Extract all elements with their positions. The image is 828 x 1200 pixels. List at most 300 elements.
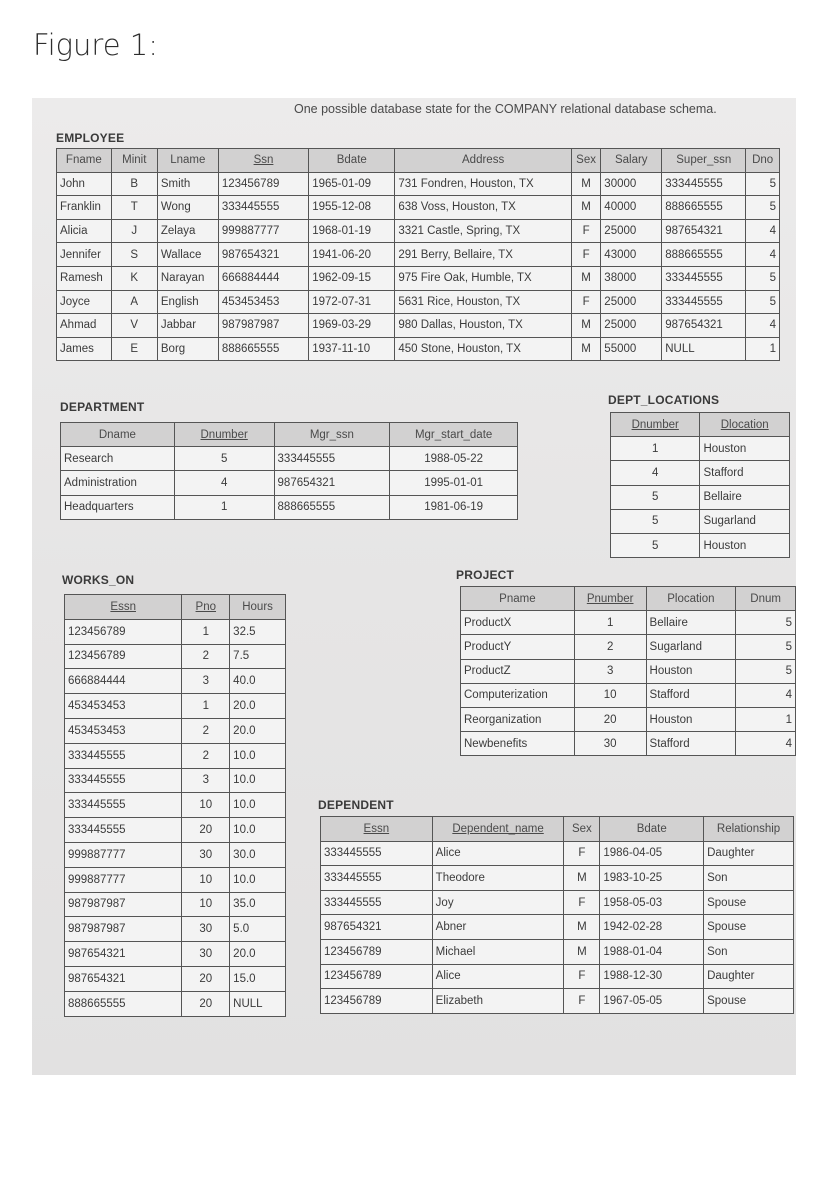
- table-cell: 5: [746, 172, 780, 196]
- dependent-table: [320, 816, 794, 1014]
- column-header: Sex: [564, 817, 600, 842]
- table-row: [321, 964, 794, 989]
- table-cell: 888665555: [662, 243, 746, 267]
- table-cell: Jennifer: [57, 243, 112, 267]
- table-cell: Jabbar: [157, 314, 218, 338]
- table-cell: 333445555: [65, 793, 182, 818]
- table-cell: Houston: [700, 533, 790, 557]
- table-row: [65, 768, 286, 793]
- table-cell: Joyce: [57, 290, 112, 314]
- table-cell: Son: [704, 866, 794, 891]
- table-cell: F: [564, 964, 600, 989]
- column-header: Super_ssn: [662, 149, 746, 173]
- table-cell: 1969-03-29: [309, 314, 395, 338]
- table-cell: Sugarland: [700, 509, 790, 533]
- table-row: [461, 732, 796, 756]
- table-cell: Alicia: [57, 219, 112, 243]
- table-cell: 731 Fondren, Houston, TX: [395, 172, 572, 196]
- table-cell: 888665555: [662, 196, 746, 220]
- works-on-title: WORKS_ON: [62, 573, 135, 587]
- table-cell: 30.0: [230, 842, 286, 867]
- works-on-table: [64, 594, 286, 1017]
- table-cell: A: [111, 290, 157, 314]
- table-row: [65, 942, 286, 967]
- table-cell: B: [111, 172, 157, 196]
- table-cell: 123456789: [321, 964, 433, 989]
- table-cell: ProductX: [461, 611, 575, 635]
- table-cell: Alice: [432, 841, 564, 866]
- table-cell: 987654321: [65, 942, 182, 967]
- table-cell: Wong: [157, 196, 218, 220]
- table-cell: S: [111, 243, 157, 267]
- table-cell: Smith: [157, 172, 218, 196]
- table-cell: 35.0: [230, 892, 286, 917]
- table-row: [65, 644, 286, 669]
- figure-title: Figure 1:: [33, 28, 158, 62]
- table-cell: 5631 Rice, Houston, TX: [395, 290, 572, 314]
- department-table: [60, 422, 518, 520]
- column-header: Lname: [157, 149, 218, 173]
- table-cell: James: [57, 337, 112, 361]
- table-cell: 1972-07-31: [309, 290, 395, 314]
- table-row: [611, 509, 790, 533]
- table-cell: 1962-09-15: [309, 266, 395, 290]
- table-cell: M: [571, 172, 600, 196]
- table-row: [461, 683, 796, 707]
- table-cell: 20.0: [230, 694, 286, 719]
- column-header: Fname: [57, 149, 112, 173]
- table-cell: Houston: [646, 707, 736, 731]
- table-row: [611, 485, 790, 509]
- table-row: [57, 266, 780, 290]
- table-cell: 123456789: [321, 989, 433, 1014]
- table-cell: 333445555: [662, 172, 746, 196]
- schema-photo: [32, 98, 796, 1075]
- table-cell: 1967-05-05: [600, 989, 704, 1014]
- department-title: DEPARTMENT: [60, 400, 145, 414]
- column-header: Ssn: [218, 149, 308, 173]
- table-row: [65, 966, 286, 991]
- table-cell: 3: [574, 659, 646, 683]
- table-cell: 10.0: [230, 768, 286, 793]
- table-cell: Son: [704, 939, 794, 964]
- table-cell: Abner: [432, 915, 564, 940]
- column-header: Essn: [321, 817, 433, 842]
- table-row: [57, 290, 780, 314]
- project-title: PROJECT: [456, 568, 515, 582]
- table-cell: 30: [574, 732, 646, 756]
- table-cell: M: [571, 196, 600, 220]
- column-header: Pno: [182, 595, 230, 620]
- table-cell: 1968-01-19: [309, 219, 395, 243]
- table-row: [61, 471, 518, 495]
- table-cell: 1: [736, 707, 796, 731]
- table-cell: 987654321: [218, 243, 308, 267]
- table-cell: 3: [182, 669, 230, 694]
- table-cell: 123456789: [65, 644, 182, 669]
- table-row: [65, 793, 286, 818]
- table-cell: Houston: [700, 437, 790, 461]
- table-row: [461, 611, 796, 635]
- table-cell: 25000: [601, 314, 662, 338]
- table-cell: ProductZ: [461, 659, 575, 683]
- column-header: Minit: [111, 149, 157, 173]
- table-cell: 450 Stone, Houston, TX: [395, 337, 572, 361]
- table-cell: 1995-01-01: [390, 471, 518, 495]
- table-cell: J: [111, 219, 157, 243]
- table-cell: 1937-11-10: [309, 337, 395, 361]
- table-cell: 333445555: [218, 196, 308, 220]
- column-header: Plocation: [646, 587, 736, 611]
- table-cell: 1965-01-09: [309, 172, 395, 196]
- table-cell: Stafford: [700, 461, 790, 485]
- column-header: Address: [395, 149, 572, 173]
- table-row: [321, 890, 794, 915]
- table-cell: 25000: [601, 290, 662, 314]
- table-cell: Alice: [432, 964, 564, 989]
- column-header: Mgr_start_date: [390, 423, 518, 447]
- table-cell: Sugarland: [646, 635, 736, 659]
- table-cell: 987654321: [662, 219, 746, 243]
- table-cell: 1986-04-05: [600, 841, 704, 866]
- table-cell: 5: [736, 659, 796, 683]
- table-cell: K: [111, 266, 157, 290]
- table-row: [321, 866, 794, 891]
- column-header: Bdate: [600, 817, 704, 842]
- table-cell: 5.0: [230, 917, 286, 942]
- table-cell: 987654321: [65, 966, 182, 991]
- table-row: [461, 635, 796, 659]
- table-cell: Narayan: [157, 266, 218, 290]
- table-cell: 7.5: [230, 644, 286, 669]
- table-row: [461, 659, 796, 683]
- table-cell: 123456789: [321, 939, 433, 964]
- table-row: [57, 219, 780, 243]
- table-cell: 453453453: [65, 694, 182, 719]
- table-cell: Michael: [432, 939, 564, 964]
- table-row: [65, 694, 286, 719]
- table-cell: M: [571, 314, 600, 338]
- table-cell: 40.0: [230, 669, 286, 694]
- table-cell: 2: [574, 635, 646, 659]
- figure-caption: One possible database state for the COMPANY relational database schema.: [294, 102, 717, 116]
- column-header: Sex: [571, 149, 600, 173]
- header-row: [57, 149, 780, 173]
- table-cell: F: [571, 219, 600, 243]
- table-cell: Joy: [432, 890, 564, 915]
- table-cell: 4: [746, 314, 780, 338]
- table-row: [65, 892, 286, 917]
- table-cell: ProductY: [461, 635, 575, 659]
- table-row: [321, 989, 794, 1014]
- table-cell: Houston: [646, 659, 736, 683]
- table-cell: Daughter: [704, 841, 794, 866]
- table-cell: 4: [746, 243, 780, 267]
- table-cell: Elizabeth: [432, 989, 564, 1014]
- table-cell: 43000: [601, 243, 662, 267]
- table-cell: 1: [182, 619, 230, 644]
- column-header: Dlocation: [700, 413, 790, 437]
- table-cell: 5: [174, 447, 274, 471]
- table-row: [65, 991, 286, 1016]
- table-cell: 20.0: [230, 942, 286, 967]
- table-cell: Theodore: [432, 866, 564, 891]
- table-cell: 1983-10-25: [600, 866, 704, 891]
- table-row: [65, 917, 286, 942]
- table-cell: 666884444: [218, 266, 308, 290]
- table-cell: 1: [182, 694, 230, 719]
- table-row: [611, 533, 790, 557]
- table-row: [65, 718, 286, 743]
- table-cell: 1955-12-08: [309, 196, 395, 220]
- table-row: [65, 818, 286, 843]
- header-row: [611, 413, 790, 437]
- table-cell: F: [571, 290, 600, 314]
- table-cell: 1988-01-04: [600, 939, 704, 964]
- employee-title: EMPLOYEE: [56, 131, 125, 145]
- table-cell: Ramesh: [57, 266, 112, 290]
- table-cell: 10.0: [230, 793, 286, 818]
- table-cell: 1981-06-19: [390, 495, 518, 519]
- table-cell: NULL: [230, 991, 286, 1016]
- table-cell: 25000: [601, 219, 662, 243]
- table-cell: 333445555: [321, 866, 433, 891]
- dependent-title: DEPENDENT: [318, 798, 394, 812]
- table-cell: Headquarters: [61, 495, 175, 519]
- column-header: Dno: [746, 149, 780, 173]
- table-cell: Administration: [61, 471, 175, 495]
- table-cell: English: [157, 290, 218, 314]
- table-cell: 40000: [601, 196, 662, 220]
- table-cell: 10: [182, 892, 230, 917]
- table-row: [321, 915, 794, 940]
- table-cell: 333445555: [321, 841, 433, 866]
- table-row: [321, 841, 794, 866]
- table-cell: 55000: [601, 337, 662, 361]
- table-cell: Bellaire: [646, 611, 736, 635]
- table-cell: 5: [746, 196, 780, 220]
- table-cell: 888665555: [274, 495, 390, 519]
- table-cell: M: [564, 866, 600, 891]
- table-cell: 987654321: [662, 314, 746, 338]
- column-header: Dnumber: [174, 423, 274, 447]
- table-cell: 666884444: [65, 669, 182, 694]
- table-cell: 20.0: [230, 718, 286, 743]
- table-cell: Computerization: [461, 683, 575, 707]
- table-cell: 1: [746, 337, 780, 361]
- table-cell: M: [564, 915, 600, 940]
- table-cell: 453453453: [65, 718, 182, 743]
- table-cell: M: [571, 337, 600, 361]
- header-row: [321, 817, 794, 842]
- table-row: [65, 842, 286, 867]
- table-cell: Franklin: [57, 196, 112, 220]
- dept-locations-table: [610, 412, 790, 558]
- header-row: [65, 595, 286, 620]
- table-cell: 987987987: [218, 314, 308, 338]
- table-cell: Research: [61, 447, 175, 471]
- table-cell: 30000: [601, 172, 662, 196]
- table-cell: 1941-06-20: [309, 243, 395, 267]
- table-cell: 980 Dallas, Houston, TX: [395, 314, 572, 338]
- table-cell: NULL: [662, 337, 746, 361]
- table-cell: Newbenefits: [461, 732, 575, 756]
- table-cell: 1988-12-30: [600, 964, 704, 989]
- table-cell: 10.0: [230, 818, 286, 843]
- table-cell: F: [571, 243, 600, 267]
- column-header: Hours: [230, 595, 286, 620]
- table-cell: 987987987: [65, 892, 182, 917]
- table-cell: 10.0: [230, 867, 286, 892]
- table-cell: 5: [611, 509, 700, 533]
- table-cell: 333445555: [662, 290, 746, 314]
- table-cell: 2: [182, 644, 230, 669]
- table-cell: Spouse: [704, 915, 794, 940]
- table-cell: 333445555: [65, 818, 182, 843]
- table-cell: 888665555: [218, 337, 308, 361]
- table-cell: 20: [182, 966, 230, 991]
- table-cell: 333445555: [321, 890, 433, 915]
- table-cell: 10: [574, 683, 646, 707]
- table-row: [611, 437, 790, 461]
- table-cell: 453453453: [218, 290, 308, 314]
- table-row: [321, 939, 794, 964]
- employee-table: [56, 148, 780, 361]
- table-cell: 888665555: [65, 991, 182, 1016]
- table-row: [57, 196, 780, 220]
- table-cell: 4: [174, 471, 274, 495]
- table-cell: 5: [736, 611, 796, 635]
- table-cell: 4: [746, 219, 780, 243]
- column-header: Essn: [65, 595, 182, 620]
- table-cell: Bellaire: [700, 485, 790, 509]
- table-row: [611, 461, 790, 485]
- table-cell: 4: [611, 461, 700, 485]
- table-cell: 10.0: [230, 743, 286, 768]
- column-header: Mgr_ssn: [274, 423, 390, 447]
- table-cell: 20: [574, 707, 646, 731]
- table-cell: Reorganization: [461, 707, 575, 731]
- column-header: Dependent_name: [432, 817, 564, 842]
- table-cell: 333445555: [65, 768, 182, 793]
- column-header: Salary: [601, 149, 662, 173]
- table-cell: Daughter: [704, 964, 794, 989]
- table-cell: 5: [611, 485, 700, 509]
- table-cell: T: [111, 196, 157, 220]
- table-cell: E: [111, 337, 157, 361]
- table-row: [461, 707, 796, 731]
- table-cell: 999887777: [65, 842, 182, 867]
- table-cell: 975 Fire Oak, Humble, TX: [395, 266, 572, 290]
- column-header: Dname: [61, 423, 175, 447]
- table-cell: 2: [182, 718, 230, 743]
- table-cell: 638 Voss, Houston, TX: [395, 196, 572, 220]
- table-row: [61, 447, 518, 471]
- table-cell: 999887777: [218, 219, 308, 243]
- table-cell: Wallace: [157, 243, 218, 267]
- column-header: Bdate: [309, 149, 395, 173]
- header-row: [461, 587, 796, 611]
- table-cell: 1988-05-22: [390, 447, 518, 471]
- table-cell: 333445555: [65, 743, 182, 768]
- table-cell: 999887777: [65, 867, 182, 892]
- dept-locations-title: DEPT_LOCATIONS: [608, 393, 720, 407]
- table-row: [65, 669, 286, 694]
- table-cell: 20: [182, 818, 230, 843]
- table-cell: 15.0: [230, 966, 286, 991]
- table-row: [65, 867, 286, 892]
- table-row: [61, 495, 518, 519]
- table-cell: M: [571, 266, 600, 290]
- table-cell: 291 Berry, Bellaire, TX: [395, 243, 572, 267]
- table-cell: 5: [746, 266, 780, 290]
- table-cell: 3: [182, 768, 230, 793]
- table-cell: 1: [574, 611, 646, 635]
- table-cell: 1942-02-28: [600, 915, 704, 940]
- column-header: Dnumber: [611, 413, 700, 437]
- table-cell: 4: [736, 732, 796, 756]
- table-cell: 10: [182, 793, 230, 818]
- table-cell: 38000: [601, 266, 662, 290]
- table-cell: Stafford: [646, 683, 736, 707]
- table-row: [57, 337, 780, 361]
- table-cell: 20: [182, 991, 230, 1016]
- column-header: Pnumber: [574, 587, 646, 611]
- table-cell: 1: [174, 495, 274, 519]
- table-cell: 1: [611, 437, 700, 461]
- table-cell: F: [564, 890, 600, 915]
- table-cell: M: [564, 939, 600, 964]
- table-cell: Borg: [157, 337, 218, 361]
- table-cell: 30: [182, 942, 230, 967]
- table-cell: 30: [182, 842, 230, 867]
- table-cell: 987654321: [321, 915, 433, 940]
- table-cell: 5: [611, 533, 700, 557]
- table-cell: F: [564, 841, 600, 866]
- table-cell: 987987987: [65, 917, 182, 942]
- table-cell: 5: [736, 635, 796, 659]
- table-cell: 1958-05-03: [600, 890, 704, 915]
- table-cell: 32.5: [230, 619, 286, 644]
- table-cell: F: [564, 989, 600, 1014]
- project-table: [460, 586, 796, 756]
- table-row: [57, 243, 780, 267]
- table-row: [57, 314, 780, 338]
- column-header: Pname: [461, 587, 575, 611]
- table-cell: 30: [182, 917, 230, 942]
- table-cell: 987654321: [274, 471, 390, 495]
- table-cell: 333445555: [274, 447, 390, 471]
- table-cell: Spouse: [704, 890, 794, 915]
- table-row: [57, 172, 780, 196]
- table-cell: Stafford: [646, 732, 736, 756]
- column-header: Dnum: [736, 587, 796, 611]
- table-cell: 10: [182, 867, 230, 892]
- table-cell: 5: [746, 290, 780, 314]
- table-cell: 123456789: [218, 172, 308, 196]
- table-cell: 333445555: [662, 266, 746, 290]
- table-row: [65, 619, 286, 644]
- table-cell: Ahmad: [57, 314, 112, 338]
- table-cell: 4: [736, 683, 796, 707]
- table-cell: John: [57, 172, 112, 196]
- table-cell: 2: [182, 743, 230, 768]
- column-header: Relationship: [704, 817, 794, 842]
- table-cell: 123456789: [65, 619, 182, 644]
- table-cell: V: [111, 314, 157, 338]
- table-cell: 3321 Castle, Spring, TX: [395, 219, 572, 243]
- table-cell: Spouse: [704, 989, 794, 1014]
